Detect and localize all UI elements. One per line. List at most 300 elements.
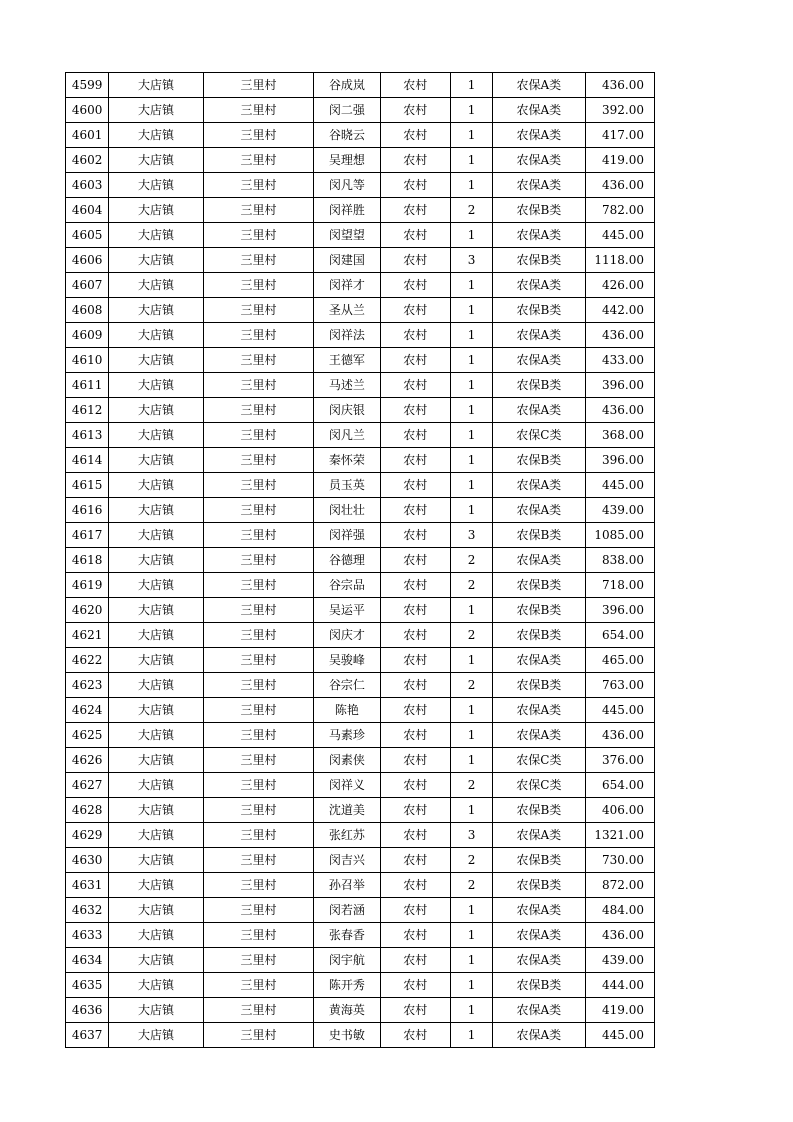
amount-cell: 436.00 <box>585 173 654 198</box>
table-row <box>66 898 655 923</box>
table-body <box>66 73 655 1048</box>
household-count-cell: 1 <box>450 973 492 998</box>
name-cell: 闵二强 <box>314 98 380 123</box>
category-cell: 农保A类 <box>493 1023 585 1048</box>
table-row <box>66 423 655 448</box>
household-count-cell: 2 <box>450 623 492 648</box>
town-cell: 大店镇 <box>109 848 203 873</box>
amount-cell: 436.00 <box>585 73 654 98</box>
area-type-cell: 农村 <box>380 173 450 198</box>
area-type-cell: 农村 <box>380 698 450 723</box>
table-row <box>66 773 655 798</box>
row-number: 4629 <box>66 823 109 848</box>
town-cell: 大店镇 <box>109 173 203 198</box>
village-cell: 三里村 <box>203 548 314 573</box>
table-row <box>66 123 655 148</box>
area-type-cell: 农村 <box>380 123 450 148</box>
amount-cell: 445.00 <box>585 1023 654 1048</box>
area-type-cell: 农村 <box>380 573 450 598</box>
category-cell: 农保A类 <box>493 698 585 723</box>
name-cell: 闵庆银 <box>314 398 380 423</box>
category-cell: 农保A类 <box>493 923 585 948</box>
area-type-cell: 农村 <box>380 973 450 998</box>
row-number: 4615 <box>66 473 109 498</box>
category-cell: 农保B类 <box>493 523 585 548</box>
table-row <box>66 373 655 398</box>
town-cell: 大店镇 <box>109 1023 203 1048</box>
row-number: 4631 <box>66 873 109 898</box>
town-cell: 大店镇 <box>109 223 203 248</box>
amount-cell: 436.00 <box>585 723 654 748</box>
town-cell: 大店镇 <box>109 748 203 773</box>
village-cell: 三里村 <box>203 498 314 523</box>
row-number: 4623 <box>66 673 109 698</box>
category-cell: 农保B类 <box>493 198 585 223</box>
name-cell: 谷宗仁 <box>314 673 380 698</box>
town-cell: 大店镇 <box>109 148 203 173</box>
name-cell: 闵祥法 <box>314 323 380 348</box>
name-cell: 黄海英 <box>314 998 380 1023</box>
village-cell: 三里村 <box>203 248 314 273</box>
table-row <box>66 223 655 248</box>
row-number: 4627 <box>66 773 109 798</box>
town-cell: 大店镇 <box>109 923 203 948</box>
area-type-cell: 农村 <box>380 748 450 773</box>
area-type-cell: 农村 <box>380 523 450 548</box>
area-type-cell: 农村 <box>380 998 450 1023</box>
household-count-cell: 2 <box>450 673 492 698</box>
village-cell: 三里村 <box>203 598 314 623</box>
category-cell: 农保B类 <box>493 623 585 648</box>
area-type-cell: 农村 <box>380 773 450 798</box>
category-cell: 农保B类 <box>493 248 585 273</box>
name-cell: 谷成岚 <box>314 73 380 98</box>
area-type-cell: 农村 <box>380 923 450 948</box>
name-cell: 闵祥强 <box>314 523 380 548</box>
village-cell: 三里村 <box>203 423 314 448</box>
name-cell: 陈艳 <box>314 698 380 723</box>
category-cell: 农保B类 <box>493 798 585 823</box>
amount-cell: 718.00 <box>585 573 654 598</box>
category-cell: 农保A类 <box>493 73 585 98</box>
table-row <box>66 73 655 98</box>
row-number: 4607 <box>66 273 109 298</box>
town-cell: 大店镇 <box>109 98 203 123</box>
table-row <box>66 448 655 473</box>
amount-cell: 444.00 <box>585 973 654 998</box>
household-count-cell: 1 <box>450 123 492 148</box>
household-count-cell: 1 <box>450 598 492 623</box>
category-cell: 农保A类 <box>493 498 585 523</box>
category-cell: 农保A类 <box>493 98 585 123</box>
amount-cell: 396.00 <box>585 448 654 473</box>
row-number: 4633 <box>66 923 109 948</box>
town-cell: 大店镇 <box>109 798 203 823</box>
amount-cell: 763.00 <box>585 673 654 698</box>
table-row <box>66 498 655 523</box>
amount-cell: 419.00 <box>585 998 654 1023</box>
household-count-cell: 1 <box>450 73 492 98</box>
area-type-cell: 农村 <box>380 348 450 373</box>
area-type-cell: 农村 <box>380 798 450 823</box>
name-cell: 沈道美 <box>314 798 380 823</box>
amount-cell: 396.00 <box>585 373 654 398</box>
row-number: 4637 <box>66 1023 109 1048</box>
amount-cell: 1118.00 <box>585 248 654 273</box>
name-cell: 马述兰 <box>314 373 380 398</box>
town-cell: 大店镇 <box>109 673 203 698</box>
village-cell: 三里村 <box>203 373 314 398</box>
row-number: 4604 <box>66 198 109 223</box>
category-cell: 农保B类 <box>493 973 585 998</box>
name-cell: 吴理想 <box>314 148 380 173</box>
category-cell: 农保A类 <box>493 148 585 173</box>
name-cell: 吴骏峰 <box>314 648 380 673</box>
name-cell: 谷宗品 <box>314 573 380 598</box>
amount-cell: 1085.00 <box>585 523 654 548</box>
amount-cell: 442.00 <box>585 298 654 323</box>
category-cell: 农保A类 <box>493 223 585 248</box>
area-type-cell: 农村 <box>380 898 450 923</box>
area-type-cell: 农村 <box>380 148 450 173</box>
name-cell: 闵祥才 <box>314 273 380 298</box>
area-type-cell: 农村 <box>380 98 450 123</box>
amount-cell: 445.00 <box>585 473 654 498</box>
town-cell: 大店镇 <box>109 73 203 98</box>
town-cell: 大店镇 <box>109 448 203 473</box>
household-count-cell: 1 <box>450 798 492 823</box>
village-cell: 三里村 <box>203 723 314 748</box>
name-cell: 吴运平 <box>314 598 380 623</box>
town-cell: 大店镇 <box>109 698 203 723</box>
area-type-cell: 农村 <box>380 1023 450 1048</box>
area-type-cell: 农村 <box>380 323 450 348</box>
household-count-cell: 3 <box>450 248 492 273</box>
row-number: 4635 <box>66 973 109 998</box>
village-cell: 三里村 <box>203 873 314 898</box>
village-cell: 三里村 <box>203 923 314 948</box>
village-cell: 三里村 <box>203 198 314 223</box>
table-row <box>66 823 655 848</box>
row-number: 4636 <box>66 998 109 1023</box>
village-cell: 三里村 <box>203 798 314 823</box>
category-cell: 农保B类 <box>493 298 585 323</box>
amount-cell: 419.00 <box>585 148 654 173</box>
town-cell: 大店镇 <box>109 648 203 673</box>
table-row <box>66 323 655 348</box>
row-number: 4625 <box>66 723 109 748</box>
row-number: 4613 <box>66 423 109 448</box>
category-cell: 农保B类 <box>493 448 585 473</box>
household-count-cell: 3 <box>450 523 492 548</box>
village-cell: 三里村 <box>203 673 314 698</box>
name-cell: 闵宇航 <box>314 948 380 973</box>
town-cell: 大店镇 <box>109 523 203 548</box>
table-row <box>66 623 655 648</box>
town-cell: 大店镇 <box>109 548 203 573</box>
village-cell: 三里村 <box>203 273 314 298</box>
household-count-cell: 1 <box>450 723 492 748</box>
table-row <box>66 998 655 1023</box>
household-count-cell: 1 <box>450 148 492 173</box>
row-number: 4602 <box>66 148 109 173</box>
village-cell: 三里村 <box>203 748 314 773</box>
category-cell: 农保A类 <box>493 548 585 573</box>
category-cell: 农保A类 <box>493 648 585 673</box>
amount-cell: 433.00 <box>585 348 654 373</box>
village-cell: 三里村 <box>203 298 314 323</box>
row-number: 4622 <box>66 648 109 673</box>
town-cell: 大店镇 <box>109 298 203 323</box>
name-cell: 马素珍 <box>314 723 380 748</box>
town-cell: 大店镇 <box>109 498 203 523</box>
village-cell: 三里村 <box>203 823 314 848</box>
amount-cell: 484.00 <box>585 898 654 923</box>
name-cell: 谷晓云 <box>314 123 380 148</box>
table-row <box>66 723 655 748</box>
household-count-cell: 2 <box>450 548 492 573</box>
town-cell: 大店镇 <box>109 348 203 373</box>
amount-cell: 436.00 <box>585 398 654 423</box>
amount-cell: 465.00 <box>585 648 654 673</box>
name-cell: 闵凡兰 <box>314 423 380 448</box>
household-count-cell: 2 <box>450 773 492 798</box>
household-count-cell: 1 <box>450 98 492 123</box>
village-cell: 三里村 <box>203 1023 314 1048</box>
village-cell: 三里村 <box>203 73 314 98</box>
table-row <box>66 948 655 973</box>
name-cell: 孙召举 <box>314 873 380 898</box>
name-cell: 王德军 <box>314 348 380 373</box>
household-count-cell: 1 <box>450 698 492 723</box>
town-cell: 大店镇 <box>109 973 203 998</box>
amount-cell: 368.00 <box>585 423 654 448</box>
row-number: 4632 <box>66 898 109 923</box>
village-cell: 三里村 <box>203 98 314 123</box>
name-cell: 闵祥胜 <box>314 198 380 223</box>
village-cell: 三里村 <box>203 773 314 798</box>
table-row <box>66 298 655 323</box>
table-row <box>66 648 655 673</box>
table-row <box>66 98 655 123</box>
town-cell: 大店镇 <box>109 998 203 1023</box>
area-type-cell: 农村 <box>380 623 450 648</box>
name-cell: 秦怀荣 <box>314 448 380 473</box>
row-number: 4608 <box>66 298 109 323</box>
amount-cell: 782.00 <box>585 198 654 223</box>
row-number: 4620 <box>66 598 109 623</box>
village-cell: 三里村 <box>203 473 314 498</box>
table-row <box>66 348 655 373</box>
name-cell: 闵吉兴 <box>314 848 380 873</box>
town-cell: 大店镇 <box>109 823 203 848</box>
area-type-cell: 农村 <box>380 448 450 473</box>
area-type-cell: 农村 <box>380 723 450 748</box>
household-count-cell: 1 <box>450 998 492 1023</box>
town-cell: 大店镇 <box>109 373 203 398</box>
row-number: 4628 <box>66 798 109 823</box>
name-cell: 闵望望 <box>314 223 380 248</box>
table-row <box>66 573 655 598</box>
name-cell: 张红苏 <box>314 823 380 848</box>
row-number: 4630 <box>66 848 109 873</box>
town-cell: 大店镇 <box>109 773 203 798</box>
name-cell: 圣从兰 <box>314 298 380 323</box>
amount-cell: 396.00 <box>585 598 654 623</box>
town-cell: 大店镇 <box>109 598 203 623</box>
village-cell: 三里村 <box>203 123 314 148</box>
category-cell: 农保B类 <box>493 598 585 623</box>
area-type-cell: 农村 <box>380 223 450 248</box>
category-cell: 农保A类 <box>493 948 585 973</box>
amount-cell: 654.00 <box>585 623 654 648</box>
household-count-cell: 2 <box>450 848 492 873</box>
row-number: 4614 <box>66 448 109 473</box>
household-count-cell: 1 <box>450 1023 492 1048</box>
row-number: 4634 <box>66 948 109 973</box>
town-cell: 大店镇 <box>109 898 203 923</box>
table-row <box>66 973 655 998</box>
row-number: 4624 <box>66 698 109 723</box>
household-count-cell: 1 <box>450 273 492 298</box>
row-number: 4618 <box>66 548 109 573</box>
village-cell: 三里村 <box>203 648 314 673</box>
village-cell: 三里村 <box>203 523 314 548</box>
amount-cell: 439.00 <box>585 948 654 973</box>
area-type-cell: 农村 <box>380 673 450 698</box>
household-count-cell: 2 <box>450 198 492 223</box>
row-number: 4621 <box>66 623 109 648</box>
town-cell: 大店镇 <box>109 248 203 273</box>
village-cell: 三里村 <box>203 998 314 1023</box>
town-cell: 大店镇 <box>109 423 203 448</box>
household-count-cell: 1 <box>450 648 492 673</box>
area-type-cell: 农村 <box>380 598 450 623</box>
row-number: 4610 <box>66 348 109 373</box>
town-cell: 大店镇 <box>109 873 203 898</box>
amount-cell: 730.00 <box>585 848 654 873</box>
area-type-cell: 农村 <box>380 273 450 298</box>
household-count-cell: 1 <box>450 923 492 948</box>
category-cell: 农保A类 <box>493 998 585 1023</box>
village-cell: 三里村 <box>203 348 314 373</box>
row-number: 4616 <box>66 498 109 523</box>
amount-cell: 376.00 <box>585 748 654 773</box>
amount-cell: 436.00 <box>585 323 654 348</box>
town-cell: 大店镇 <box>109 723 203 748</box>
village-cell: 三里村 <box>203 323 314 348</box>
household-count-cell: 1 <box>450 473 492 498</box>
row-number: 4603 <box>66 173 109 198</box>
table-row <box>66 873 655 898</box>
household-count-cell: 1 <box>450 948 492 973</box>
area-type-cell: 农村 <box>380 73 450 98</box>
household-count-cell: 1 <box>450 748 492 773</box>
row-number: 4605 <box>66 223 109 248</box>
household-count-cell: 2 <box>450 873 492 898</box>
category-cell: 农保A类 <box>493 823 585 848</box>
town-cell: 大店镇 <box>109 273 203 298</box>
row-number: 4599 <box>66 73 109 98</box>
table-row <box>66 923 655 948</box>
household-count-cell: 3 <box>450 823 492 848</box>
household-count-cell: 1 <box>450 298 492 323</box>
row-number: 4609 <box>66 323 109 348</box>
row-number: 4611 <box>66 373 109 398</box>
amount-cell: 417.00 <box>585 123 654 148</box>
area-type-cell: 农村 <box>380 848 450 873</box>
area-type-cell: 农村 <box>380 823 450 848</box>
table-row <box>66 173 655 198</box>
household-count-cell: 1 <box>450 323 492 348</box>
amount-cell: 445.00 <box>585 223 654 248</box>
table-row <box>66 198 655 223</box>
town-cell: 大店镇 <box>109 198 203 223</box>
town-cell: 大店镇 <box>109 473 203 498</box>
category-cell: 农保A类 <box>493 273 585 298</box>
area-type-cell: 农村 <box>380 498 450 523</box>
category-cell: 农保C类 <box>493 748 585 773</box>
category-cell: 农保B类 <box>493 573 585 598</box>
village-cell: 三里村 <box>203 898 314 923</box>
amount-cell: 439.00 <box>585 498 654 523</box>
area-type-cell: 农村 <box>380 373 450 398</box>
village-cell: 三里村 <box>203 848 314 873</box>
area-type-cell: 农村 <box>380 473 450 498</box>
name-cell: 闵若涵 <box>314 898 380 923</box>
town-cell: 大店镇 <box>109 573 203 598</box>
assistance-table <box>65 72 655 1048</box>
village-cell: 三里村 <box>203 948 314 973</box>
town-cell: 大店镇 <box>109 623 203 648</box>
category-cell: 农保A类 <box>493 173 585 198</box>
table-row <box>66 523 655 548</box>
household-count-cell: 2 <box>450 573 492 598</box>
village-cell: 三里村 <box>203 623 314 648</box>
table-row <box>66 548 655 573</box>
household-count-cell: 1 <box>450 348 492 373</box>
household-count-cell: 1 <box>450 898 492 923</box>
village-cell: 三里村 <box>203 573 314 598</box>
name-cell: 史书敏 <box>314 1023 380 1048</box>
area-type-cell: 农村 <box>380 648 450 673</box>
name-cell: 张春香 <box>314 923 380 948</box>
category-cell: 农保C类 <box>493 773 585 798</box>
category-cell: 农保A类 <box>493 348 585 373</box>
household-count-cell: 1 <box>450 448 492 473</box>
row-number: 4612 <box>66 398 109 423</box>
table-row <box>66 848 655 873</box>
amount-cell: 654.00 <box>585 773 654 798</box>
row-number: 4626 <box>66 748 109 773</box>
household-count-cell: 1 <box>450 498 492 523</box>
amount-cell: 406.00 <box>585 798 654 823</box>
category-cell: 农保C类 <box>493 423 585 448</box>
category-cell: 农保B类 <box>493 848 585 873</box>
category-cell: 农保B类 <box>493 673 585 698</box>
amount-cell: 872.00 <box>585 873 654 898</box>
table-row <box>66 148 655 173</box>
amount-cell: 436.00 <box>585 923 654 948</box>
category-cell: 农保A类 <box>493 723 585 748</box>
name-cell: 谷德理 <box>314 548 380 573</box>
village-cell: 三里村 <box>203 973 314 998</box>
amount-cell: 838.00 <box>585 548 654 573</box>
area-type-cell: 农村 <box>380 548 450 573</box>
table-row <box>66 1023 655 1048</box>
household-count-cell: 1 <box>450 423 492 448</box>
amount-cell: 445.00 <box>585 698 654 723</box>
